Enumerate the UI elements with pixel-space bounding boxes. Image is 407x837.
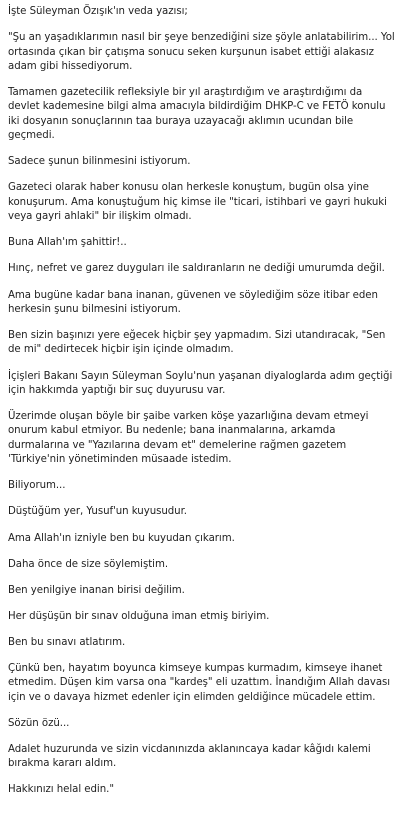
paragraph: Hınç, nefret ve garez duyguları ile saldıranların ne dediği umurumda değil. xyxy=(8,263,385,275)
paragraph: Ben sizin başınızı yere eğecek hiçbir şey yapmadım. Sizi utandıracak, "Sen de mi" dedirtecek hiçbir işin içinde olmadım. xyxy=(8,330,386,356)
paragraph: İçişleri Bakanı Sayın Süleyman Soylu'nun yaşanan diyaloglarda adım geçtiği için hakkımda yaptığı bir suç duyurusu var. xyxy=(8,370,393,396)
paragraph: "Şu an yaşadıklarımın nasıl bir şeye benzediğini size şöyle anlatabilirim... Yol ortasında çıkan bir çatışma sonucu seken kurşunun isabet ettiği alakasız adam gibi hissediyorum. xyxy=(8,32,395,72)
paragraph: Sözün özü... xyxy=(8,717,70,729)
paragraph: Ben bu sınavı atlatırım. xyxy=(8,636,126,648)
paragraph: Buna Allah'ım şahittir!.. xyxy=(8,237,127,249)
paragraph-intro: İşte Süleyman Özışık'ın veda yazısı; xyxy=(8,6,188,17)
paragraph-closing: Hakkınızı helal edin." xyxy=(8,784,114,796)
paragraph: Üzerimde oluşan böyle bir şaibe varken köşe yazarlığına devam etmeyi onurum kabul etmiyor. Bu nedenle; bana inanmalarına, arkamda durmalarına ve "Yazılarına devam et" demelerine rağmen gazetem 'Türkiye'nin yönetiminden müsaade istedim. xyxy=(8,411,369,466)
paragraph: Gazeteci olarak haber konusu olan herkesle konuştum, bugün olsa yine konuşurum. Ama konuştuğum hiç kimse ile "ticari, istihbari ve gayri hukuki veya gayri ahlaki" bir ilişkim olmadı. xyxy=(8,182,387,223)
paragraph: Çünkü ben, hayatım boyunca kimseye kumpas kurmadım, kimseye ihanet etmedim. Düşen kim varsa ona "kardeş" eli uzattım. İnandığım Allah davası için ve o davaya hizmet edenler için elimden geldiğince mücadele ettim. xyxy=(8,662,391,703)
paragraph: Her düşüşün bir sınav olduğuna iman etmiş biriyim. xyxy=(8,610,270,622)
paragraph: Ama bugüne kadar bana inanan, güvenen ve söylediğim söze itibar eden herkesin şunu bilmesini istiyorum. xyxy=(8,289,378,315)
paragraph: Sadece şunun bilinmesini istiyorum. xyxy=(8,156,191,168)
paragraph: Tamamen gazetecilik refleksiyle bir yıl araştırdığım ve araştırdığımı da devlet kademesine bilgi alma amacıyla bildirdiğim DHKP-C ve FETÖ konulu iki dosyanın sonuçlarının taa buraya uzayacağı aklımın ucundan bile geçmedi. xyxy=(8,87,386,142)
paragraph: Adalet huzurunda ve sizin vicdanınızda aklanıncaya kadar kâğıdı kalemi bırakma kararı aldım. xyxy=(8,743,371,770)
paragraph: Düştüğüm yer, Yusuf'un kuyusudur. xyxy=(8,506,187,518)
paragraph: Ben yenilgiye inanan birisi değilim. xyxy=(8,584,185,596)
paragraph: Biliyorum... xyxy=(8,480,66,492)
paragraph: Daha önce de size söylemiştim. xyxy=(8,558,169,570)
paragraph: Ama Allah'ın izniyle ben bu kuyudan çıkarım. xyxy=(8,532,235,544)
